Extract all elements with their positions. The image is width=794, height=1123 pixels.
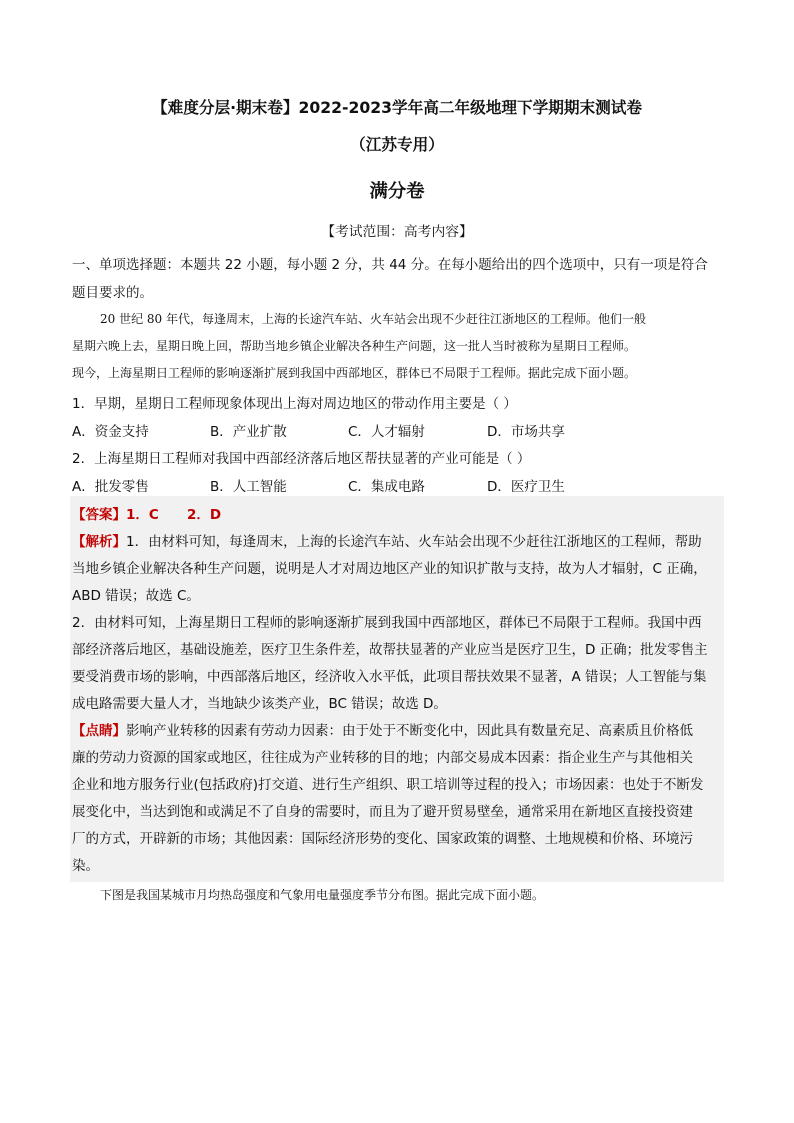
tip-line5: 厂的方式，开辟新的市场；其他因素：国际经济形势的变化、国家政策的调整、土地规模和价格、环境污 [72,831,693,847]
question-1-option-d: D．市场共享 [487,424,565,440]
question-2-option-b: B．人工智能 [210,479,287,495]
tip-line1 [72,719,693,739]
tip-line4: 展变化中，当达到饱和或满足不了自身的需要时，而且为了避开贸易壁垒，通常采用在新地区直接投资建 [72,804,693,820]
question-1-stem: 1．早期，星期日工程师现象体现出上海对周边地区的带动作用主要是（ ） [72,396,517,412]
question-1-option-c: C．人才辐射 [348,424,425,440]
tip-tag: 【点睛】 [72,723,126,739]
answer-text: 1．C 2．D [126,507,222,523]
analysis2-line3: 要受消费市场的影响，中西部落后地区，经济收入水平低，此项目帮扶效果不显著，A 错误；人工智能与集 [72,669,707,685]
answer-line [72,503,221,523]
analysis2-line1: 2．由材料可知，上海星期日工程师的影响逐渐扩展到我国中西部地区，群体已不局限于工程师。我国中西 [72,615,702,631]
analysis-tag: 【解析】 [72,534,126,550]
section-instruction-line1: 一、单项选择题：本题共 22 小题，每小题 2 分，共 44 分。在每小题给出的四个选项中，只有一项是符合 [72,257,708,273]
exam-subtitle: （江苏专用） [350,135,444,154]
tip-line3: 企业和地方服务行业(包括政府)打交道、进行生产组织、职工培训等过程的投入；市场因素：也处于不断发 [72,777,704,793]
answer-panel [70,496,724,882]
tip-line2: 廉的劳动力资源的国家或地区，往往成为产业转移的目的地；内部交易成本因素：指企业生产与其他相关 [72,750,693,766]
exam-scope: 【考试范围：高考内容】 [321,224,473,240]
next-material: 下图是我国某城市月均热岛强度和气象用电量强度季节分布图。据此完成下面小题。 [100,888,545,902]
question-2-option-d: D．医疗卫生 [487,479,565,495]
exam-type: 满分卷 [369,181,425,202]
tip-text-1: 影响产业转移的因素有劳动力因素：由于处于不断变化中，因此具有数量充足、高素质且价格低 [126,723,693,739]
section-instruction-line2: 题目要求的。 [72,285,153,301]
analysis-line3: ABD 错误；故选 C。 [72,588,200,604]
material-line1: 20 世纪 80 年代，每逢周末，上海的长途汽车站、火车站会出现不少赶往江浙地区的工程师。他们一般 [100,312,646,326]
analysis-line2: 当地乡镇企业解决各种生产问题，说明是人才对周边地区产业的知识扩散与支持，故为人才辐射，C 正确， [72,561,707,577]
tip-line6: 染。 [72,858,99,874]
question-1-option-b: B．产业扩散 [210,424,287,440]
analysis-line1 [72,530,702,550]
analysis2-line2: 部经济落后地区，基础设施差，医疗卫生条件差，故帮扶显著的产业应当是医疗卫生，D 正确；批发零售主 [72,642,708,658]
exam-title: 【难度分层·期末卷】2022-2023学年高二年级地理下学期期末测试卷 [151,98,643,117]
question-2-option-c: C．集成电路 [348,479,425,495]
answer-tag: 【答案】 [72,507,126,523]
material-line2: 星期六晚上去，星期日晚上回，帮助当地乡镇企业解决各种生产问题，这一批人当时被称为星期日工程师。 [72,339,637,353]
material-line3: 现今，上海星期日工程师的影响逐渐扩展到我国中西部地区，群体已不局限于工程师。据此完成下面小题。 [72,366,637,380]
question-2-stem: 2．上海星期日工程师对我国中西部经济落后地区帮扶显著的产业可能是（ ） [72,451,531,467]
analysis2-line4: 成电路需要大量人才，当地缺少该类产业，BC 错误；故选 D。 [72,696,447,712]
analysis-text-1: 1．由材料可知，每逢周末，上海的长途汽车站、火车站会出现不少赶往江浙地区的工程师，帮助 [126,534,702,550]
question-1-option-a: A．资金支持 [72,424,149,440]
question-2-option-a: A．批发零售 [72,479,149,495]
